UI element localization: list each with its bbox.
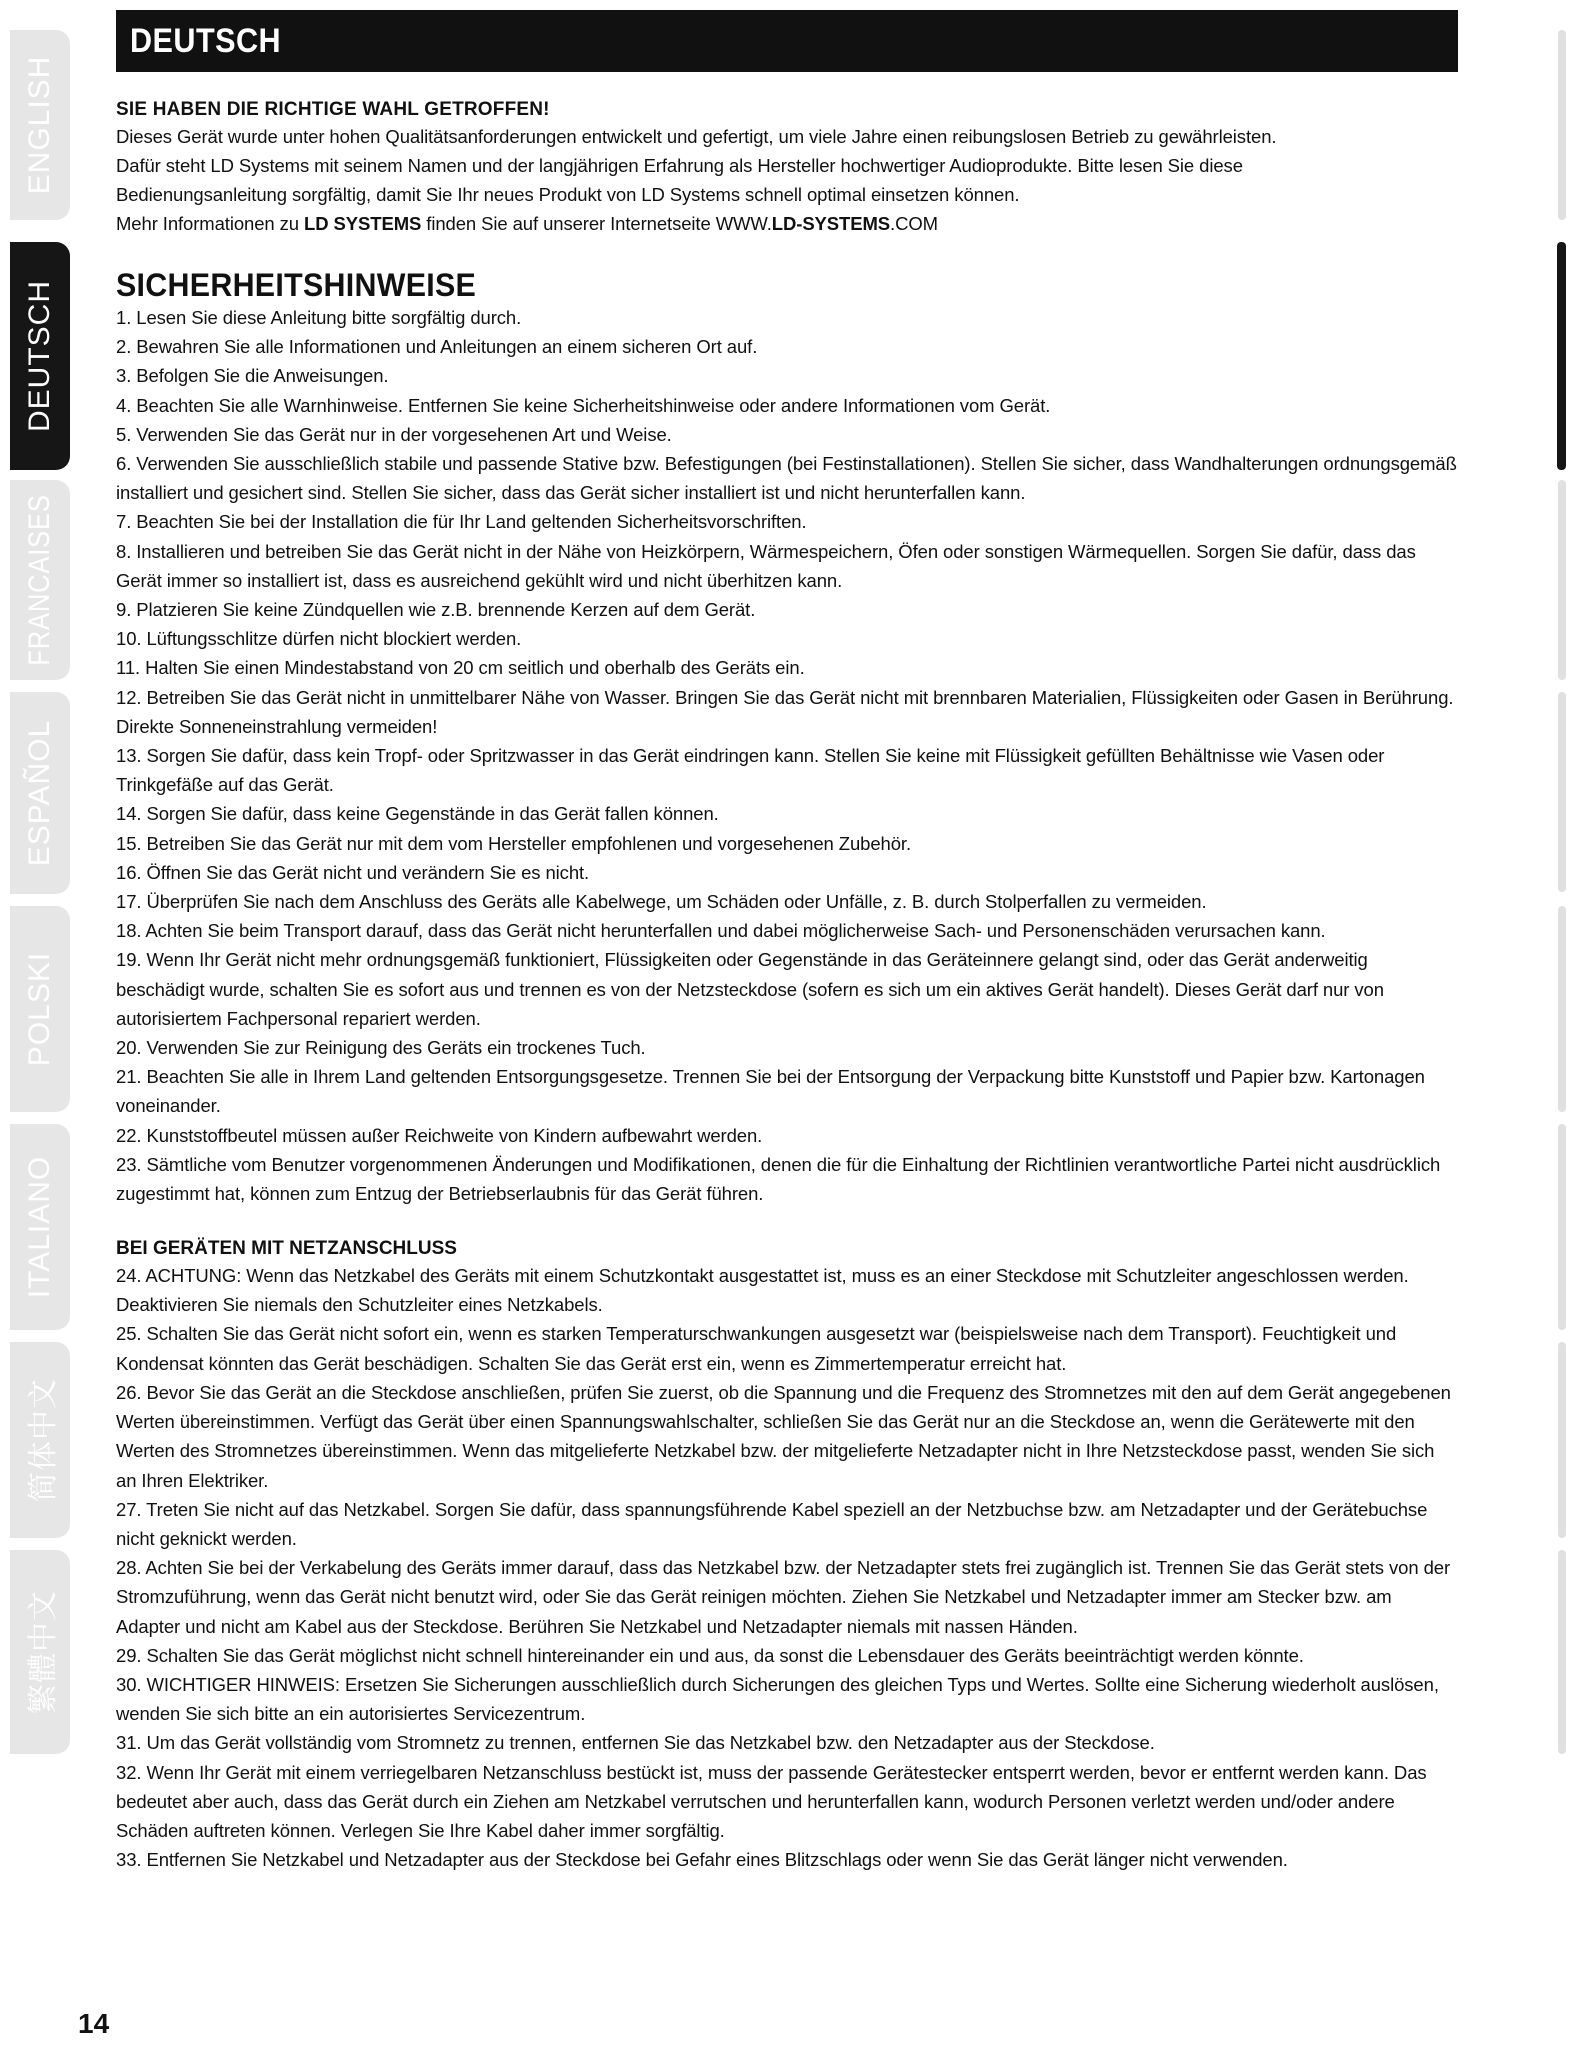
more-info-prefix: Mehr Informationen zu	[116, 212, 305, 234]
safety-item: 8. Installieren und betreiben Sie das Gerät nicht in der Nähe von Heizkörpern, Wärmespeichern, Öfen oder sonstigen Wärmequellen. Sorgen Sie dafür, dass das Gerät immer so installiert ist, dass es ausreichend gekühlt wird und nicht überhitzen kann.	[116, 540, 1416, 591]
thumb-index-mark	[1558, 1550, 1566, 1754]
safety-item: 20. Verwenden Sie zur Reinigung des Geräts ein trockenes Tuch.	[116, 1037, 646, 1059]
mains-item: 32. Wenn Ihr Gerät mit einem verriegelbaren Netzanschluss bestückt ist, muss der passende Gerätestecker entsperrt werden, bevor er entfernt werden kann. Das bedeutet aber auch, dass das Gerät durch ein Ziehen am Netzkabel verrutschen und herunterfallen kann, wodurch Personen verletzt werden und/oder andere Schäden auftreten können. Verlegen Sie Ihre Kabel daher immer sorgfältig.	[116, 1761, 1427, 1841]
safety-item: 17. Überprüfen Sie nach dem Anschluss des Geräts alle Kabelwege, um Schäden oder Unfälle, z. B. durch Stolperfallen zu vermeiden.	[116, 891, 1207, 913]
intro-line: Dieses Gerät wurde unter hohen Qualitätsanforderungen entwickelt und gefertigt, um viele Jahre einen reibungslosen Betrieb zu gewährleisten.	[116, 125, 1277, 147]
tab-english[interactable]	[10, 30, 70, 220]
safety-item: 18. Achten Sie beim Transport darauf, dass das Gerät nicht herunterfallen und dabei möglicherweise Sach- und Personenschäden verursachen kann.	[116, 920, 1326, 942]
tab-simplified-chinese[interactable]	[10, 1342, 70, 1538]
thumb-index-mark-active	[1557, 242, 1566, 470]
intro-line: Bedienungsanleitung sorgfältig, damit Sie Ihr neues Produkt von LD Systems schnell optimal einsetzen können.	[116, 183, 1020, 205]
mains-item: 24. ACHTUNG: Wenn das Netzkabel des Geräts mit einem Schutzkontakt ausgestattet ist, muss es an einer Steckdose mit Schutzleiter angeschlossen werden. Deaktivieren Sie niemals den Schutzleiter eines Netzkabels.	[116, 1265, 1409, 1316]
more-info-line	[116, 213, 938, 234]
tab-traditional-chinese-label: 繁體中文	[27, 1590, 60, 1714]
safety-item: 1. Lesen Sie diese Anleitung bitte sorgfältig durch.	[116, 306, 522, 328]
tab-simplified-chinese-label: 简体中文	[27, 1378, 60, 1502]
more-info-middle: finden Sie auf unserer Internetseite WWW.	[421, 212, 772, 234]
thumb-index-mark	[1558, 692, 1566, 892]
intro-heading: SIE HABEN DIE RICHTIGE WAHL GETROFFEN!	[116, 99, 550, 120]
mains-item: 29. Schalten Sie das Gerät möglichst nicht schnell hintereinander ein und aus, da sonst die Lebensdauer des Geräts beeinträchtigt werden könnte.	[116, 1644, 1304, 1666]
safety-item: 4. Beachten Sie alle Warnhinweise. Entfernen Sie keine Sicherheitshinweise oder andere Informationen vom Gerät.	[116, 394, 1051, 416]
safety-item: 14. Sorgen Sie dafür, dass keine Gegenstände in das Gerät fallen können.	[116, 803, 719, 825]
safety-item: 10. Lüftungsschlitze dürfen nicht blockiert werden.	[116, 628, 522, 650]
page-content	[116, 10, 1458, 1874]
safety-list	[116, 303, 1458, 1208]
safety-item: 13. Sorgen Sie dafür, dass kein Tropf- oder Spritzwasser in das Gerät eindringen kann. Stellen Sie keine mit Flüssigkeit gefüllten Behältnisse wie Vasen oder Trinkgefäße auf das Gerät.	[116, 745, 1385, 796]
safety-item: 21. Beachten Sie alle in Ihrem Land geltenden Entsorgungsgesetze. Trennen Sie bei der Entsorgung der Verpackung bitte Kunststoff und Papier bzw. Kartonagen voneinander.	[116, 1066, 1425, 1117]
safety-item: 15. Betreiben Sie das Gerät nur mit dem vom Hersteller empfohlenen und vorgesehenen Zubehör.	[116, 832, 911, 854]
safety-item: 6. Verwenden Sie ausschließlich stabile und passende Stative bzw. Befestigungen (bei Festinstallationen). Stellen Sie sicher, dass Wandhalterungen ordnungsgemäß installiert und gesichert sind. Stellen Sie sicher, dass das Gerät sicher installiert ist und nicht herunterfallen kann.	[116, 453, 1457, 504]
intro-line: Dafür steht LD Systems mit seinem Namen und der langjährigen Erfahrung als Hersteller hochwertiger Audioprodukte. Bitte lesen Sie diese	[116, 154, 1243, 176]
safety-item: 7. Beachten Sie bei der Installation die für Ihr Land geltenden Sicherheitsvorschriften.	[116, 511, 807, 533]
mains-item: 33. Entfernen Sie Netzkabel und Netzadapter aus der Steckdose bei Gefahr eines Blitzschlags oder wenn Sie das Gerät länger nicht verwenden.	[116, 1849, 1288, 1871]
tab-espanol[interactable]	[10, 692, 70, 894]
website-link-suffix[interactable]: .COM	[890, 212, 938, 234]
safety-item: 11. Halten Sie einen Mindestabstand von 20 cm seitlich und oberhalb des Geräts ein.	[116, 657, 805, 679]
safety-item: 19. Wenn Ihr Gerät nicht mehr ordnungsgemäß funktioniert, Flüssigkeiten oder Gegenstände in das Geräteinnere gelangt sind, oder das Gerät anderweitig beschädigt wurde, schalten Sie es sofort aus und trennen es von der Netzsteckdose (sofern es sich um ein aktives Gerät handelt). Dieses Gerät darf nur von autorisiertem Fachpersonal repariert werden.	[116, 949, 1384, 1029]
safety-item: 9. Platzieren Sie keine Zündquellen wie z.B. brennende Kerzen auf dem Gerät.	[116, 599, 756, 621]
mains-item: 26. Bevor Sie das Gerät an die Steckdose anschließen, prüfen Sie zuerst, ob die Spannung und die Frequenz des Stromnetzes mit den auf dem Gerät angegebenen Werten übereinstimmen. Verfügt das Gerät über einen Spannungswahlschalter, schließen Sie das Gerät nur an die Steckdose an, wenn die Gerätewerte mit den Werten des Stromnetzes übereinstimmen. Wenn das mitgelieferte Netzkabel bzw. der mitgelieferte Netzadapter nicht in Ihre Netzsteckdose passt, wenden Sie sich an Ihren Elektriker.	[116, 1381, 1451, 1491]
safety-item: 12. Betreiben Sie das Gerät nicht in unmittelbarer Nähe von Wasser. Bringen Sie das Gerät nicht mit brennbaren Materialien, Flüssigkeiten oder Gasen in Berührung. Direkte Sonneneinstrahlung vermeiden!	[116, 686, 1454, 737]
safety-item: 2. Bewahren Sie alle Informationen und Anleitungen an einem sicheren Ort auf.	[116, 336, 758, 358]
safety-item: 3. Befolgen Sie die Anweisungen.	[116, 365, 389, 387]
thumb-index-mark	[1558, 480, 1566, 680]
tab-polski[interactable]	[10, 906, 70, 1112]
thumb-index-mark	[1558, 30, 1566, 220]
language-title: DEUTSCH	[130, 21, 282, 60]
page-number: 14	[78, 2008, 110, 2039]
language-sidebar	[10, 30, 70, 1960]
tab-italiano-label: ITALIANO	[23, 1155, 56, 1299]
mains-item: 31. Um das Gerät vollständig vom Stromnetz zu trennen, entfernen Sie das Netzkabel bzw. den Netzadapter aus der Steckdose.	[116, 1732, 1155, 1754]
tab-francaises[interactable]	[10, 480, 70, 680]
safety-item: 22. Kunststoffbeutel müssen außer Reichweite von Kindern aufbewahrt werden.	[116, 1124, 763, 1146]
thumb-index-mark	[1558, 906, 1566, 1112]
mains-item: 28. Achten Sie bei der Verkabelung des Geräts immer darauf, dass das Netzkabel bzw. der Netzadapter stets frei zugänglich ist. Trennen Sie das Gerät stets von der Stromzuführung, wenn das Gerät nicht benutzt wird, oder Sie das Gerät reinigen möchten. Ziehen Sie Netzkabel und Netzadapter immer am Stecker bzw. am Adapter und nicht am Kabel aus der Steckdose. Berühren Sie Netzkabel und Netzadapter niemals mit nassen Händen.	[116, 1557, 1451, 1637]
tab-traditional-chinese[interactable]	[10, 1550, 70, 1754]
brand-name: LD SYSTEMS	[304, 212, 422, 234]
safety-item: 16. Öffnen Sie das Gerät nicht und verändern Sie es nicht.	[116, 861, 590, 883]
mains-item: 25. Schalten Sie das Gerät nicht sofort ein, wenn es starken Temperaturschwankungen ausgesetzt war (beispielsweise nach dem Transport). Feuchtigkeit und Kondensat könnten das Gerät beschädigen. Schalten Sie das Gerät erst ein, wenn es Zimmertemperatur erreicht hat.	[116, 1323, 1397, 1374]
mains-list	[116, 1261, 1458, 1874]
tab-english-label: ENGLISH	[23, 55, 56, 195]
tab-francaises-label: FRANCAISES	[23, 494, 56, 666]
safety-item: 23. Sämtliche vom Benutzer vorgenommenen Änderungen und Modifikationen, denen die für die Einhaltung der Richtlinien verantwortliche Partei nicht ausdrücklich zugestimmt hat, können zum Entzug der Betriebserlaubnis für das Gerät führen.	[116, 1153, 1441, 1205]
tab-italiano[interactable]	[10, 1124, 70, 1330]
tab-deutsch-label: DEUTSCH	[23, 279, 56, 433]
intro-paragraph	[116, 122, 1458, 238]
tab-espanol-label: ESPAÑOL	[23, 719, 56, 867]
tab-polski-label: POLSKI	[23, 951, 56, 1067]
safety-item: 5. Verwenden Sie das Gerät nur in der vorgesehenen Art und Weise.	[116, 423, 672, 445]
safety-heading: SICHERHEITSHINWEISE	[116, 266, 477, 303]
mains-item: 27. Treten Sie nicht auf das Netzkabel. Sorgen Sie dafür, dass spannungsführende Kabel speziell an der Netzbuchse bzw. am Netzadapter und der Gerätebuchse nicht geknickt werden.	[116, 1498, 1428, 1549]
mains-heading: BEI GERÄTEN MIT NETZANSCHLUSS	[116, 1238, 457, 1260]
tab-deutsch[interactable]	[10, 242, 70, 470]
mains-item: 30. WICHTIGER HINWEIS: Ersetzen Sie Sicherungen ausschließlich durch Sicherungen des gleichen Typs und Wertes. Sollte eine Sicherung wiederholt auslösen, wenden Sie sich bitte an ein autorisiertes Servicezentrum.	[116, 1673, 1439, 1725]
language-header-bar	[116, 10, 1458, 72]
thumb-index-mark	[1558, 1342, 1566, 1538]
website-link-bold[interactable]: LD-SYSTEMS	[771, 212, 891, 234]
thumb-index-mark	[1558, 1124, 1566, 1330]
